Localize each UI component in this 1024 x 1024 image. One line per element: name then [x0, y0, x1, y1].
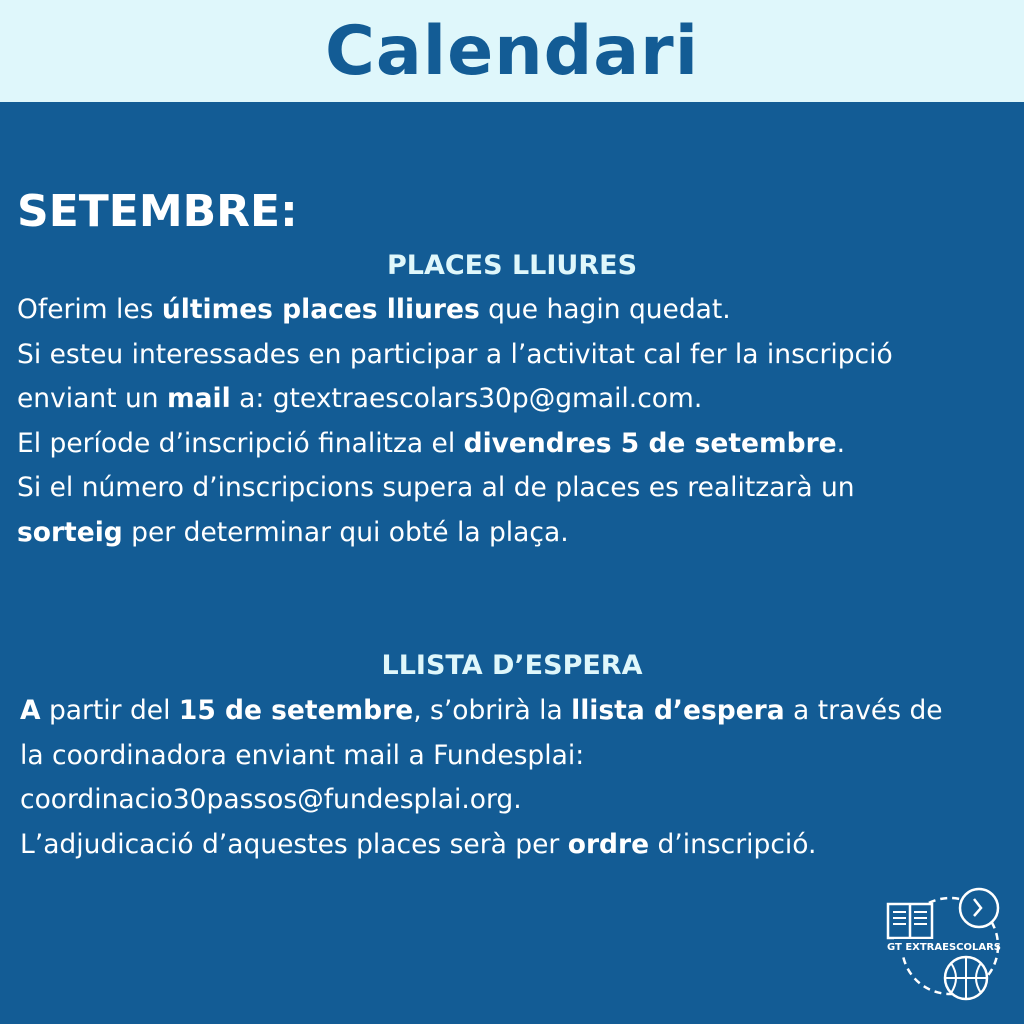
text-run: Si esteu interessades en participar a l’activitat cal fer la inscripció — [17, 338, 893, 370]
logo-text: GT EXTRAESCOLARS — [886, 942, 1002, 953]
text-run: El període d’inscripció finalitza el — [17, 427, 464, 459]
text-run: partir del — [40, 695, 179, 726]
month-heading: SETEMBRE: — [17, 186, 298, 237]
highlighted-text: mail — [167, 383, 231, 414]
waitlist-line — [20, 689, 1010, 734]
text-run: a través de — [784, 695, 943, 726]
text-run: per determinar qui obté la plaça. — [122, 516, 569, 548]
text-run: Si el número d’inscripcions supera al de places es realitzarà un — [17, 472, 855, 503]
text-run: la coordinadora enviant mail a Fundesplai: — [20, 739, 585, 771]
highlighted-text: ordre — [567, 828, 650, 860]
highlighted-text: sorteig — [17, 516, 123, 548]
places-line — [17, 466, 1007, 511]
places-paragraph — [17, 288, 1007, 555]
places-line — [17, 377, 1007, 422]
text-run: Oferim les — [17, 294, 162, 325]
waitlist-line — [20, 823, 1010, 868]
book-icon — [888, 904, 932, 938]
highlighted-text: A — [20, 695, 41, 726]
text-run: d’inscripció. — [649, 828, 817, 860]
text-run: , s’obrirà la — [413, 695, 572, 726]
highlighted-text: llista d’espera — [571, 695, 785, 726]
clock-icon — [960, 889, 998, 927]
text-run: enviant un — [17, 383, 168, 414]
page-title: Calendari — [324, 11, 700, 91]
text-run: L’adjudicació d’aquestes places serà per — [20, 828, 568, 860]
text-run: que hagin quedat. — [479, 294, 731, 325]
places-section-title: PLACES LLIURES — [386, 250, 638, 281]
waitlist-paragraph — [20, 689, 1010, 867]
header-banner — [0, 0, 1024, 102]
logo-graphic — [884, 886, 1004, 1006]
places-line — [17, 288, 1007, 333]
waitlist-line — [20, 778, 1010, 823]
waitlist-section-title: LLISTA D’ESPERA — [381, 650, 643, 681]
highlighted-text: últimes places lliures — [161, 294, 480, 325]
basketball-icon — [945, 957, 987, 999]
waitlist-line — [20, 734, 1010, 779]
places-line — [17, 511, 1007, 556]
highlighted-text: divendres 5 de setembre — [463, 427, 837, 459]
places-line — [17, 422, 1007, 467]
text-run: coordinacio30passos@fundesplai.org. — [20, 784, 522, 815]
places-line — [17, 333, 1007, 378]
text-run: . — [836, 427, 846, 459]
gt-extraescolars-logo — [884, 886, 1004, 1006]
text-run: a: gtextraescolars30p@gmail.com. — [230, 383, 703, 414]
highlighted-text: 15 de setembre — [178, 695, 414, 726]
